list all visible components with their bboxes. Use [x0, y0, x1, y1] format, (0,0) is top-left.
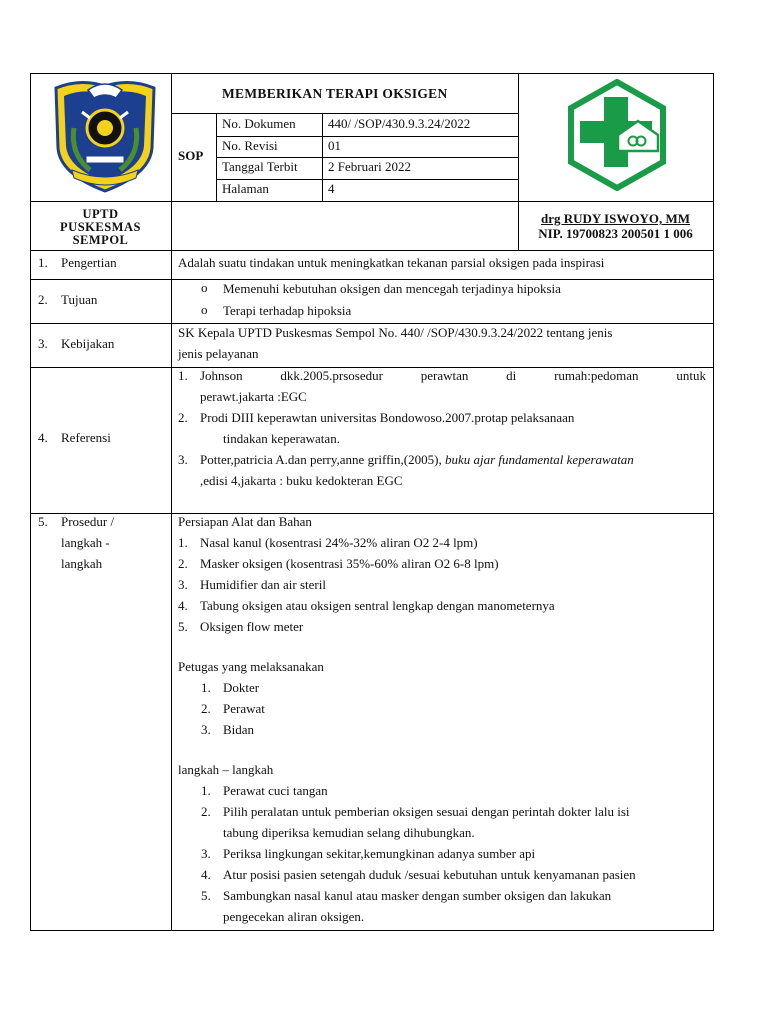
referensi-1-word: perawtan	[420, 368, 469, 383]
kebijakan-text-line2: jenis pelayanan	[178, 346, 259, 361]
sop-column-divider	[216, 113, 217, 201]
org-name-line1: UPTD	[82, 207, 119, 221]
regency-seal-logo	[50, 78, 160, 194]
referensi-1-word: Johnson	[200, 368, 243, 383]
title-row-divider	[171, 113, 518, 114]
table-border-bottom	[30, 930, 714, 931]
row-number-referensi: 4.	[38, 430, 48, 445]
langkah-item-line1: Pilih peralatan untuk pemberian oksigen sesuai dengan perintah dokter lalu isi	[223, 804, 630, 819]
row-number-pengertian: 1.	[38, 255, 48, 270]
kebijakan-text-line1: SK Kepala UPTD Puskesmas Sempol No. 440/ /SOP/430.9.3.24/2022 tentang jenis	[178, 325, 613, 340]
tujuan-bullet-2: o	[201, 302, 208, 317]
alat-item: Nasal kanul (kosentrasi 24%-32% aliran O2 2-4 lpm)	[200, 535, 478, 550]
petugas-item: Dokter	[223, 680, 260, 695]
referensi-1-word: di	[506, 368, 517, 383]
petugas-heading: Petugas yang melaksanakan	[178, 659, 324, 674]
row-label-pengertian: Pengertian	[61, 255, 117, 270]
langkah-number: 1.	[201, 783, 211, 798]
puskesmas-cross-logo	[562, 79, 672, 191]
meta-label-halaman: Halaman	[222, 181, 269, 196]
langkah-item-line1: Sambungkan nasal kanul atau masker dengan sumber oksigen dan lakukan	[223, 888, 612, 903]
langkah-item-line1: Perawat cuci tangan	[223, 783, 328, 798]
petugas-item: Perawat	[223, 701, 265, 716]
table-border-left	[30, 73, 31, 931]
sop-label: SOP	[178, 148, 204, 163]
row-number-prosedur: 5.	[38, 514, 48, 529]
alat-number: 3.	[178, 577, 188, 592]
document-title: MEMBERIKAN TERAPI OKSIGEN	[222, 86, 448, 101]
petugas-number: 3.	[201, 722, 211, 737]
tujuan-item-1: Memenuhi kebutuhan oksigen dan mencegah terjadinya hipoksia	[223, 281, 561, 296]
langkah-heading: langkah – langkah	[178, 762, 274, 777]
row-label-tujuan: Tujuan	[61, 292, 98, 307]
petugas-number: 2.	[201, 701, 211, 716]
table-border-top	[30, 73, 714, 74]
row-label-referensi: Referensi	[61, 430, 111, 445]
header-divider	[30, 201, 714, 202]
petugas-number: 1.	[201, 680, 211, 695]
meta-value-dokumen: 440/ /SOP/430.9.3.24/2022	[328, 116, 471, 131]
label-column-divider	[171, 73, 172, 931]
org-name-line3: SEMPOL	[72, 233, 129, 247]
meta-value-revisi: 01	[328, 138, 341, 153]
langkah-number: 5.	[201, 888, 211, 903]
row-number-tujuan: 2.	[38, 292, 48, 307]
table-border-right	[713, 73, 714, 931]
referensi-2-line1: Prodi DIII keperawtan universitas Bondowoso.2007.protap pelaksanaan	[200, 410, 575, 425]
row-divider-2	[30, 279, 714, 280]
referensi-3-line1	[200, 452, 634, 468]
referensi-1-number: 1.	[178, 368, 188, 383]
alat-number: 4.	[178, 598, 188, 613]
row-number-kebijakan: 3.	[38, 336, 48, 351]
row-divider-5	[30, 513, 714, 514]
langkah-item-line2: tabung diperiksa kemudian selang dihubungkan.	[223, 825, 475, 840]
meta-divider-3	[216, 179, 518, 180]
meta-label-tanggal: Tanggal Terbit	[222, 159, 298, 174]
referensi-1-word: dkk.2005.prsosedur	[280, 368, 383, 383]
referensi-2-line2: tindakan keperawatan.	[223, 431, 340, 446]
langkah-number: 4.	[201, 867, 211, 882]
signer-nip: NIP. 19700823 200501 1 006	[538, 226, 693, 241]
alat-item: Humidifier dan air steril	[200, 577, 326, 592]
referensi-1-word: untuk	[676, 368, 706, 383]
langkah-item-line2: pengecekan aliran oksigen.	[223, 909, 365, 924]
alat-item: Tabung oksigen atau oksigen sentral lengkap dengan manometernya	[200, 598, 555, 613]
row-divider-1	[30, 250, 714, 251]
referensi-3-number: 3.	[178, 452, 188, 467]
meta-divider-1	[216, 136, 518, 137]
referensi-1-line2: perawt.jakarta :EGC	[200, 389, 307, 404]
tujuan-item-2: Terapi terhadap hipoksia	[223, 303, 352, 318]
row-label-prosedur-line1: Prosedur /	[61, 514, 115, 529]
meta-divider-2	[216, 157, 518, 158]
referensi-3-book-title: buku ajar fundamental keperawatan	[444, 452, 634, 467]
row-divider-3	[30, 323, 714, 324]
alat-item: Masker oksigen (kosentrasi 35%-60% aliran O2 6-8 lpm)	[200, 556, 499, 571]
alat-number: 5.	[178, 619, 188, 634]
referensi-3-line2: ,edisi 4,jakarta : buku kedokteran EGC	[200, 473, 403, 488]
meta-label-revisi: No. Revisi	[222, 138, 278, 153]
alat-item: Oksigen flow meter	[200, 619, 304, 634]
signer-name: drg RUDY ISWOYO, MM	[540, 211, 690, 226]
meta-value-divider	[322, 113, 323, 201]
row-label-prosedur-line2: langkah -	[61, 535, 110, 550]
langkah-number: 3.	[201, 846, 211, 861]
alat-number: 1.	[178, 535, 188, 550]
org-name-line2: PUSKESMAS	[60, 220, 141, 234]
langkah-item-line1: Periksa lingkungan sekitar,kemungkinan adanya sumber api	[223, 846, 536, 861]
meta-value-halaman: 4	[328, 181, 335, 196]
row-label-kebijakan: Kebijakan	[61, 336, 115, 351]
referensi-3-authors: Potter,patricia A.dan perry,anne griffin,(2005),	[200, 452, 445, 467]
meta-value-tanggal: 2 Februari 2022	[328, 159, 412, 174]
alat-heading: Persiapan Alat dan Bahan	[178, 514, 312, 529]
referensi-2-number: 2.	[178, 410, 188, 425]
pengertian-text: Adalah suatu tindakan untuk meningkatkan tekanan parsial oksigen pada inspirasi	[178, 255, 605, 270]
referensi-1-line1	[200, 368, 706, 384]
meta-label-dokumen: No. Dokumen	[222, 116, 296, 131]
alat-number: 2.	[178, 556, 188, 571]
petugas-item: Bidan	[223, 722, 255, 737]
langkah-number: 2.	[201, 804, 211, 819]
referensi-1-word: rumah:pedoman	[554, 368, 639, 383]
langkah-item-line1: Atur posisi pasien setengah duduk /sesuai kebutuhan untuk kenyamanan pasien	[223, 867, 636, 882]
row-label-prosedur-line3: langkah	[61, 556, 103, 571]
tujuan-bullet-1: o	[201, 280, 208, 295]
